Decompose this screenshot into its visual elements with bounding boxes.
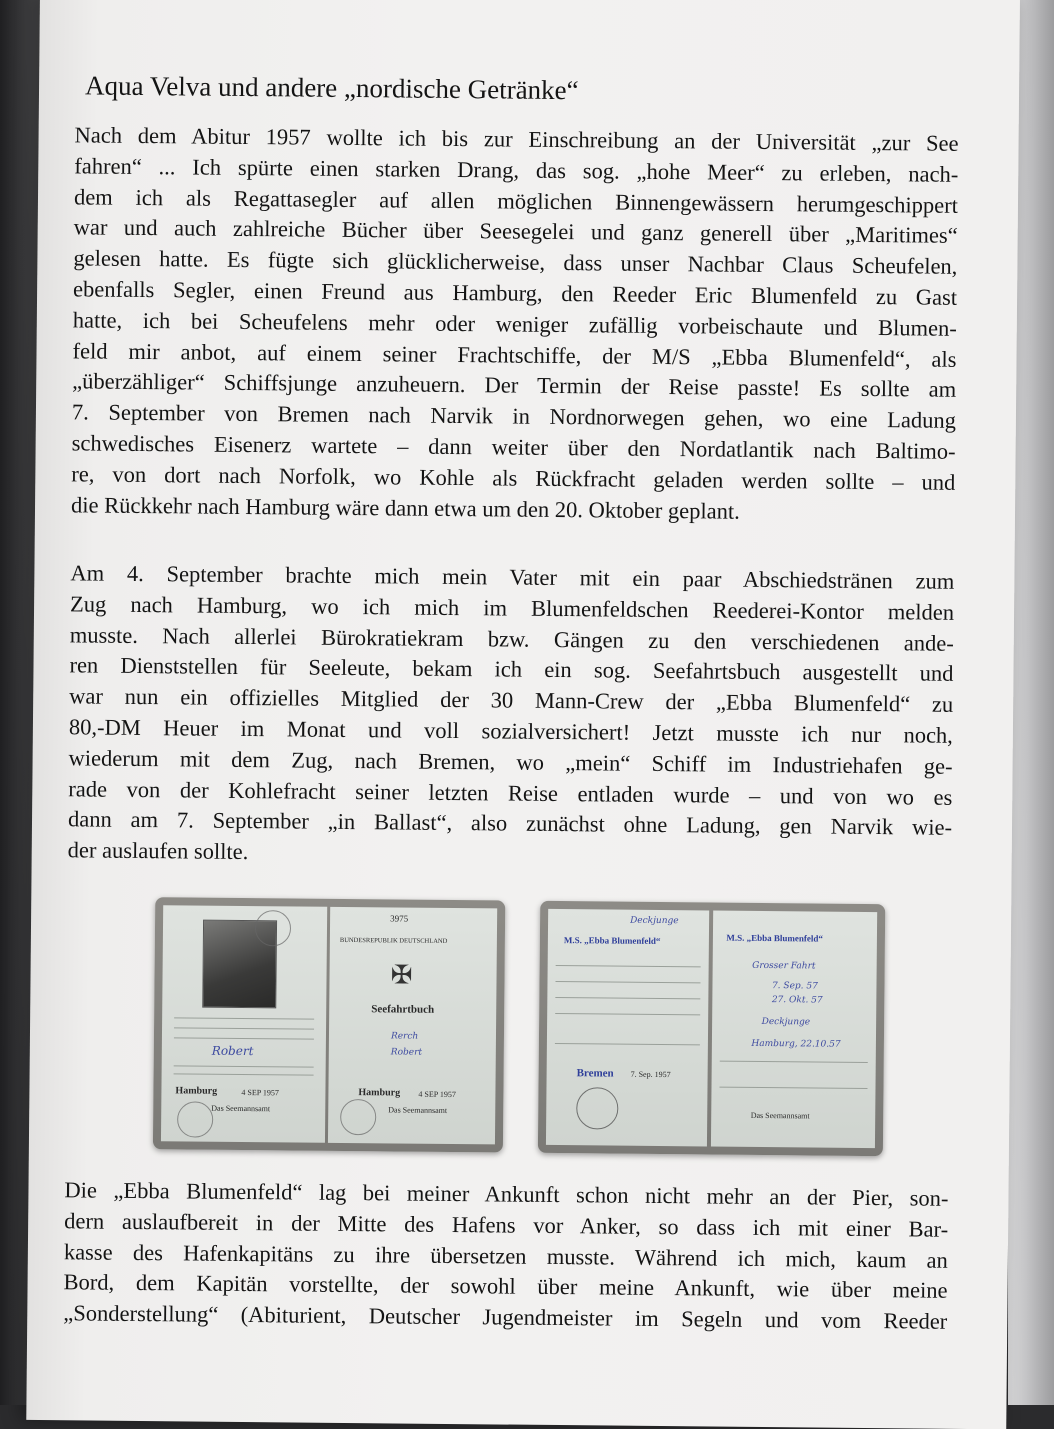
round-stamp	[255, 910, 291, 946]
text-line: „Sonderstellung“ (Abiturient, Deutscher Jugendmeister im Segeln und vom Reeder	[63, 1300, 948, 1334]
text-line: der auslaufen sollte.	[67, 837, 249, 865]
text-line: war und auch zahlreiche Bücher über Seesegelei und ganz generell über „Maritimes“	[73, 214, 958, 249]
text-line: Zug nach Hamburg, wo ich mich im Blumenfeldschen Reederei-Kontor melden	[69, 591, 955, 625]
divider	[556, 965, 701, 967]
divider	[174, 1065, 314, 1067]
seefahrtbuch-photo-left	[153, 897, 505, 1152]
entry-page-left	[546, 909, 709, 1147]
round-stamp	[340, 1099, 376, 1135]
text-line: kasse des Hafenkapitäns zu ihre übersetzen musste. Während ich mich, kaum an	[63, 1238, 948, 1273]
holder-surname: Rerch	[390, 1031, 419, 1042]
ship-stamp: M.S. „Ebba Blumenfeld“	[726, 932, 824, 944]
holder-firstname: Robert	[390, 1047, 423, 1058]
document-number: 3975	[390, 913, 409, 924]
signature: Robert	[211, 1043, 254, 1059]
text-line: hatte, ich bei Scheufelens mehr oder weniger zufällig vorbeischaute und Blumen-	[72, 307, 957, 341]
divider	[555, 997, 700, 999]
paragraph-2	[68, 558, 955, 874]
text-line: Nach dem Abitur 1957 wollte ich bis zur Einschreibung an der Universität „zur See	[74, 122, 959, 156]
issue-date: 4 SEP 1957	[241, 1087, 279, 1098]
rank-entry: Deckjunge	[630, 915, 679, 927]
text-line: „überzähliger“ Schiffsjunge anzuheuern. Der Termin der Reise passte! Es sollte am	[72, 368, 957, 403]
signoff-place-date: Hamburg, 22.10.57	[751, 1038, 841, 1050]
text-line: dern auslaufbereit in der Mitte des Hafens vor Anker, so dass ich mit einer Bar-	[64, 1208, 949, 1242]
office-label: Das Seemannsamt	[750, 1110, 810, 1121]
passport-page-right	[328, 907, 497, 1145]
federal-eagle-icon: ✠	[390, 960, 413, 990]
divider	[556, 981, 701, 983]
text-line: wiederum mit dem Zug, nach Bremen, wo „mein“ Schiff im Industriehafen ge-	[68, 745, 953, 779]
text-line: feld mir anbot, auf einem seiner Frachtschiffe, der M/S „Ebba Blumenfeld“, als	[72, 337, 957, 372]
port-date: 7. Sep. 1957	[630, 1069, 671, 1080]
text-line: Am 4. September brachte mich mein Vater mit ein paar Abschiedstränen zum	[70, 560, 955, 594]
ship-stamp: M.S. „Ebba Blumenfeld“	[563, 935, 661, 946]
office-label: Das Seemannsamt	[388, 1105, 448, 1115]
text-line: Die „Ebba Blumenfeld“ lag bei meiner Ankunft schon nicht mehr an der Pier, son-	[64, 1177, 949, 1211]
round-stamp	[576, 1087, 618, 1129]
paragraph-3	[63, 1175, 948, 1337]
document-photos	[65, 896, 951, 1162]
trade-entry: Grosser Fahrt	[752, 960, 816, 972]
country-label: BUNDESREPUBLIK DEUTSCHLAND	[339, 936, 448, 945]
paragraph-1	[71, 120, 959, 529]
book-page	[26, 0, 1020, 1429]
divider	[174, 1037, 314, 1039]
text-line: Bord, dem Kapitän vorstellte, der sowohl über meine Ankunft, wie über meine	[63, 1269, 948, 1304]
divider	[174, 1017, 314, 1019]
office-label: Das Seemannsamt	[211, 1103, 271, 1114]
signoff-date: 27. Okt. 57	[771, 995, 823, 1006]
text-line: fahren“ ... Ich spürte einen starken Drang, das sog. „hohe Meer“ zu erleben, nach-	[74, 153, 959, 187]
divider	[719, 1087, 868, 1089]
text-line: dem ich als Regattasegler auf allen möglichen Binnengewässern herumgeschippert	[73, 183, 959, 218]
text-line: ren Dienststellen für Seeleute, bekam ich ein sog. Seefahrtsbuch ausgestellt und	[69, 652, 954, 687]
text-line: ebenfalls Segler, einen Freund aus Hamburg, den Reeder Eric Blumenfeld zu Gast	[73, 276, 958, 310]
text-line: die Rückkehr nach Hamburg wäre dann etwa um den 20. Oktober geplant.	[70, 491, 740, 524]
text-line: war nun ein offizielles Mitglied der 30 Mann-Crew der „Ebba Blumenfeld“ zu	[69, 683, 954, 717]
text-line: gelesen hatte. Es fügte sich glücklicherweise, dass unser Nachbar Claus Scheufelen,	[73, 245, 958, 280]
divider	[555, 1013, 700, 1015]
text-line: rade von der Kohlefracht seiner letzten Reise entladen wurde – und von wo es	[68, 775, 953, 810]
issue-city: Hamburg	[175, 1085, 218, 1097]
text-line: schwedisches Eisenerz wartete – dann weiter über den Nordatlantik nach Baltimo-	[71, 430, 956, 464]
divider	[174, 1073, 314, 1075]
chapter-heading: Aqua Velva und andere „nordische Getränke“	[84, 70, 579, 106]
text-line: 7. September von Bremen nach Narvik in Nordnorwegen gehen, wo eine Ladung	[71, 399, 957, 433]
text-line: dann am 7. September „in Ballast“, also zunächst ohne Ladung, gen Narvik wie-	[67, 806, 953, 841]
text-line: 80,-DM Heuer im Monat und voll sozialversichert! Jetzt musste ich nur noch,	[68, 714, 954, 748]
divider	[555, 1043, 700, 1045]
signon-date: 7. Sep. 57	[771, 981, 818, 992]
seefahrtbuch-photo-right	[538, 901, 885, 1156]
rank-entry: Deckjunge	[761, 1016, 811, 1028]
round-stamp	[177, 1101, 213, 1137]
text-line: musste. Nach allerlei Bürokratiekram bzw. Gängen zu den verschiedenen ande-	[69, 621, 954, 656]
entry-page-right	[710, 910, 877, 1148]
issue-date: 4 SEP 1957	[418, 1089, 456, 1100]
divider	[174, 1027, 314, 1029]
document-title: Seefahrtbuch	[371, 1003, 435, 1016]
issue-city: Hamburg	[358, 1087, 401, 1099]
text-line: re, von dort nach Norfolk, wo Kohle als Rückfracht geladen werden sollte – und	[71, 461, 956, 495]
port-stamp: Bremen	[576, 1067, 614, 1080]
divider	[719, 1061, 868, 1063]
passport-page-left	[161, 905, 327, 1143]
